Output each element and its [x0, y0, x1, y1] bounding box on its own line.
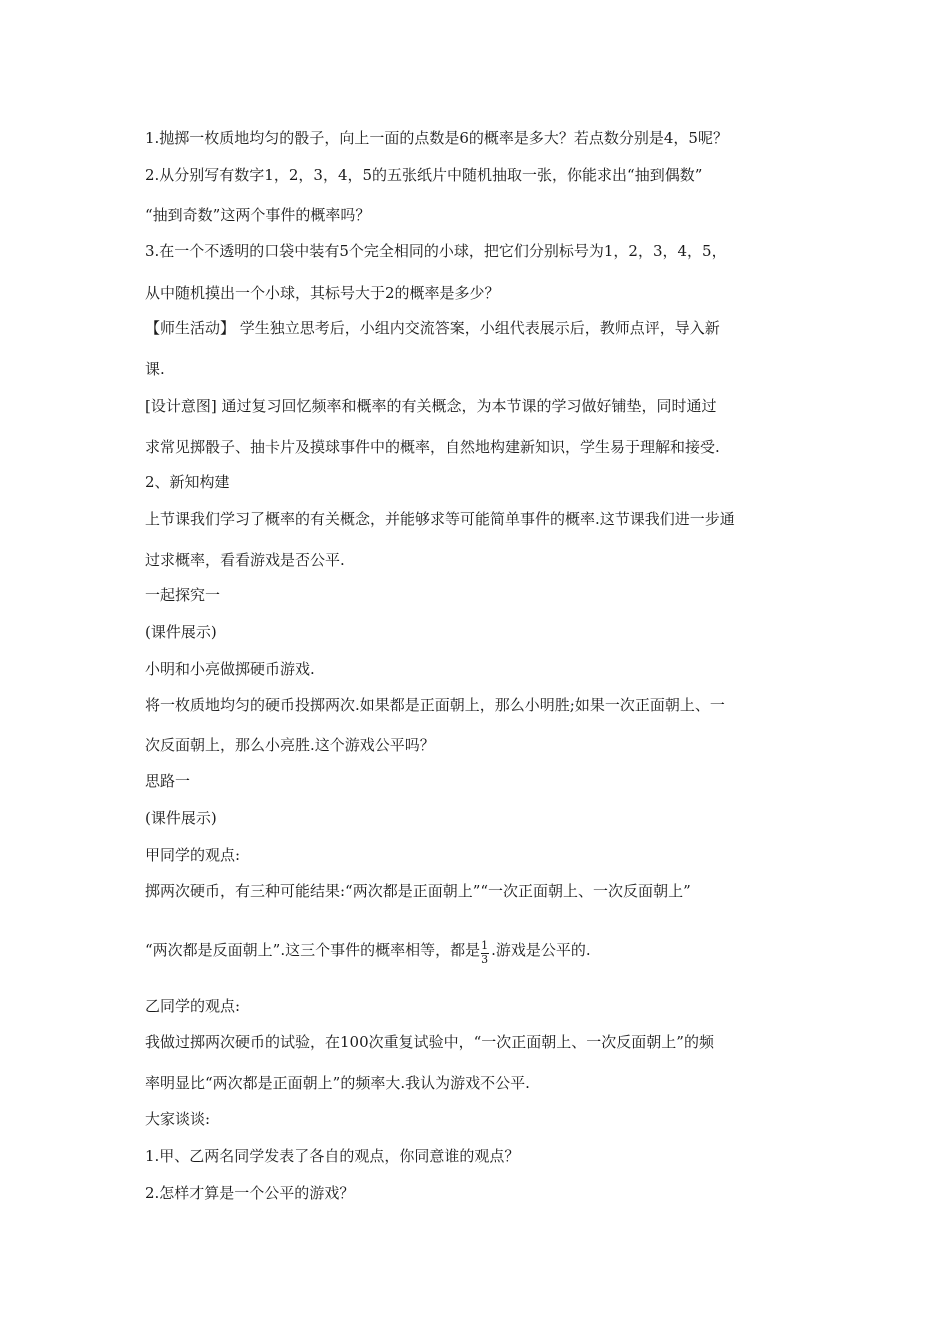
student-b-view: 我做过掷两次硬币的试验，在100次重复试验中，“一次正面朝上、一次反面朝上”的频 [145, 1033, 714, 1051]
game-rules-continued: 次反面朝上，那么小亮胜.这个游戏公平吗？ [145, 736, 435, 754]
discussion-question-2: 2.怎样才算是一个公平的游戏？ [145, 1184, 355, 1202]
discussion-question-1: 1.甲、乙两名同学发表了各自的观点，你同意谁的观点？ [145, 1147, 520, 1165]
intro-paragraph: 上节课我们学习了概率的有关概念，并能够求等可能简单事件的概率.这节课我们进一步通 [145, 510, 735, 528]
discussion-heading: 大家谈谈: [145, 1110, 211, 1128]
question-2-continued: “抽到奇数”这两个事件的概率吗？ [145, 206, 371, 224]
one-third-fraction [481, 939, 490, 966]
fraction-denominator: 3 [481, 953, 489, 966]
student-b-heading: 乙同学的观点: [145, 997, 241, 1015]
question-3: 3.在一个不透明的口袋中装有5个完全相同的小球，把它们分别标号为1，2，3，4，5， [145, 242, 727, 260]
teacher-student-activity: 【师生活动】 学生独立思考后，小组内交流答案，小组代表展示后，教师点评，导入新 [145, 319, 720, 337]
question-1: 1.抛掷一枚质地均匀的骰子，向上一面的点数是6的概率是多大？若点数分别是4，5呢？ [145, 129, 728, 147]
courseware-label-2: (课件展示) [145, 809, 217, 827]
student-a-view: 掷两次硬币，有三种可能结果:“两次都是正面朝上”“一次正面朝上、一次反面朝上” [145, 882, 691, 900]
explore-heading: 一起探究一 [145, 586, 221, 604]
fraction-line-after: .游戏是公平的. [491, 941, 591, 959]
approach-heading: 思路一 [145, 772, 191, 790]
question-2: 2.从分别写有数字1，2，3，4，5的五张纸片中随机抽取一张，你能求出“抽到偶数” [145, 166, 703, 184]
section-heading: 2、新知构建 [145, 473, 230, 491]
student-a-heading: 甲同学的观点: [145, 846, 241, 864]
intro-paragraph-continued: 过求概率，看看游戏是否公平. [145, 551, 345, 569]
question-3-continued: 从中随机摸出一个小球，其标号大于2的概率是多少？ [145, 284, 500, 302]
fraction-numerator: 1 [481, 939, 489, 952]
teacher-student-activity-continued: 课. [145, 360, 165, 378]
courseware-label: (课件展示) [145, 623, 217, 641]
game-intro: 小明和小亮做掷硬币游戏. [145, 660, 315, 678]
game-rules: 将一枚质地均匀的硬币投掷两次.如果都是正面朝上，那么小明胜;如果一次正面朝上、一 [145, 696, 725, 714]
design-intent: [设计意图] 通过复习回忆频率和概率的有关概念，为本节课的学习做好铺垫，同时通过 [145, 397, 717, 415]
student-b-view-continued: 率明显比“两次都是正面朝上”的频率大.我认为游戏不公平. [145, 1074, 530, 1092]
design-intent-continued: 求常见掷骰子、抽卡片及摸球事件中的概率，自然地构建新知识，学生易于理解和接受. [145, 438, 720, 456]
student-a-view-continued [145, 939, 591, 966]
fraction-line-before: “两次都是反面朝上”.这三个事件的概率相等，都是 [145, 941, 481, 959]
